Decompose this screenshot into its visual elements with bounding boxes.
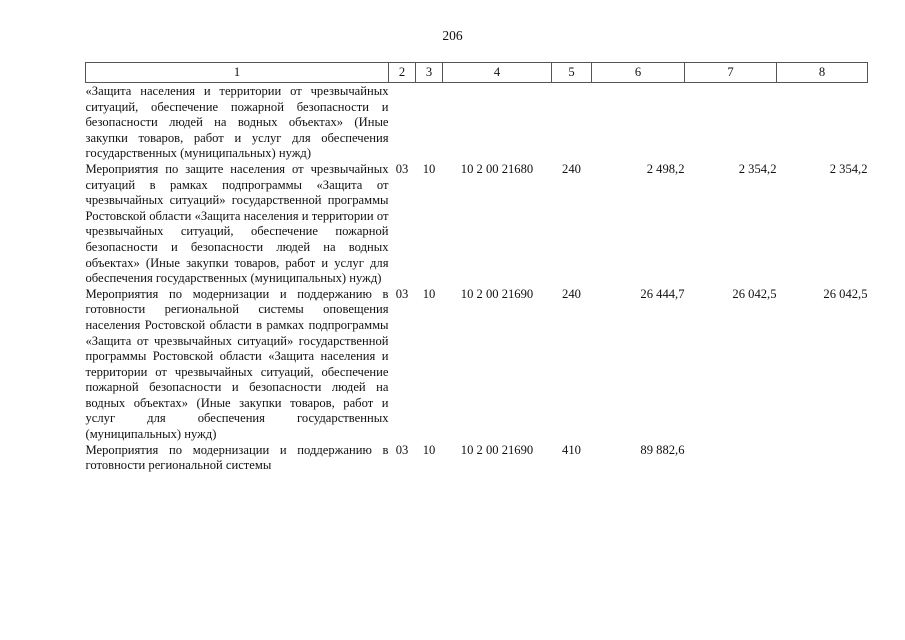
table-row [86, 443, 868, 474]
table-row [86, 287, 868, 443]
target-article-code [443, 83, 552, 162]
row-description: Мероприятия по защите населения от чрезвычайных ситуаций в рамках подпрограммы «Защита от чрезвычайных ситуаций» государственной программы Ростовской области «Защита населения и территории от чрезвычайных ситуаций, обеспечение пожарной безопасности и безопасности людей на водных объектах» (Иные закупки товаров, работ и услуг для обеспечения государственных (муниципальных) нужд) [85, 161, 389, 286]
amount-col-8: 26 042,5 [823, 286, 868, 301]
budget-table [85, 62, 868, 474]
section-code: 03 [395, 286, 409, 301]
amount-col-6: 89 882,6 [640, 442, 685, 457]
column-header: 3 [416, 63, 443, 83]
subsection-code: 10 [422, 442, 436, 457]
amount-col-6: 26 444,7 [640, 286, 685, 301]
amount-col-8 [777, 443, 868, 474]
section-code: 03 [395, 442, 409, 457]
column-header: 6 [592, 63, 685, 83]
amount-col-6: 2 498,2 [646, 161, 685, 176]
expense-type-code: 410 [562, 442, 581, 457]
column-header: 7 [685, 63, 777, 83]
target-article-code: 10 2 00 21690 [460, 442, 534, 457]
row-description: Мероприятия по модернизации и поддержанию в готовности региональной системы [85, 442, 389, 473]
amount-col-7 [685, 443, 777, 474]
page-number: 206 [442, 28, 463, 43]
amount-col-6 [592, 83, 685, 162]
amount-col-7: 26 042,5 [732, 286, 777, 301]
expense-type-code [552, 83, 592, 162]
subsection-code: 10 [422, 286, 436, 301]
subsection-code: 10 [422, 161, 436, 176]
amount-col-7 [685, 83, 777, 162]
column-header: 5 [552, 63, 592, 83]
amount-col-8: 2 354,2 [829, 161, 868, 176]
column-header: 1 [86, 63, 389, 83]
table-row [86, 162, 868, 287]
column-header: 2 [389, 63, 416, 83]
section-code: 03 [395, 161, 409, 176]
table-header-row [86, 63, 868, 83]
column-header: 4 [443, 63, 552, 83]
expense-type-code: 240 [562, 286, 581, 301]
target-article-code: 10 2 00 21680 [460, 161, 534, 176]
target-article-code: 10 2 00 21690 [460, 286, 534, 301]
row-description: «Защита населения и территории от чрезвычайных ситуаций, обеспечение пожарной безопасности и безопасности людей на водных объектах» (Иные закупки товаров, работ и услуг для обеспечения государственных (муниципальных) нужд) [85, 84, 389, 161]
section-code [389, 83, 416, 162]
table-row [86, 83, 868, 162]
subsection-code [416, 83, 443, 162]
amount-col-7: 2 354,2 [738, 161, 777, 176]
amount-col-8 [777, 83, 868, 162]
expense-type-code: 240 [562, 161, 581, 176]
column-header: 8 [777, 63, 868, 83]
row-description: Мероприятия по модернизации и поддержанию в готовности региональной системы оповещения населения Ростовской области в рамках подпрограммы «Защита от чрезвычайных ситуаций» государственной программы Ростовской области «Защита населения и территории от чрезвычайных ситуаций, обеспечение пожарной безопасности и безопасности людей на водных объектах» (Иные закупки товаров, работ и услуг для обеспечения государственных (муниципальных) нужд) [85, 286, 389, 442]
